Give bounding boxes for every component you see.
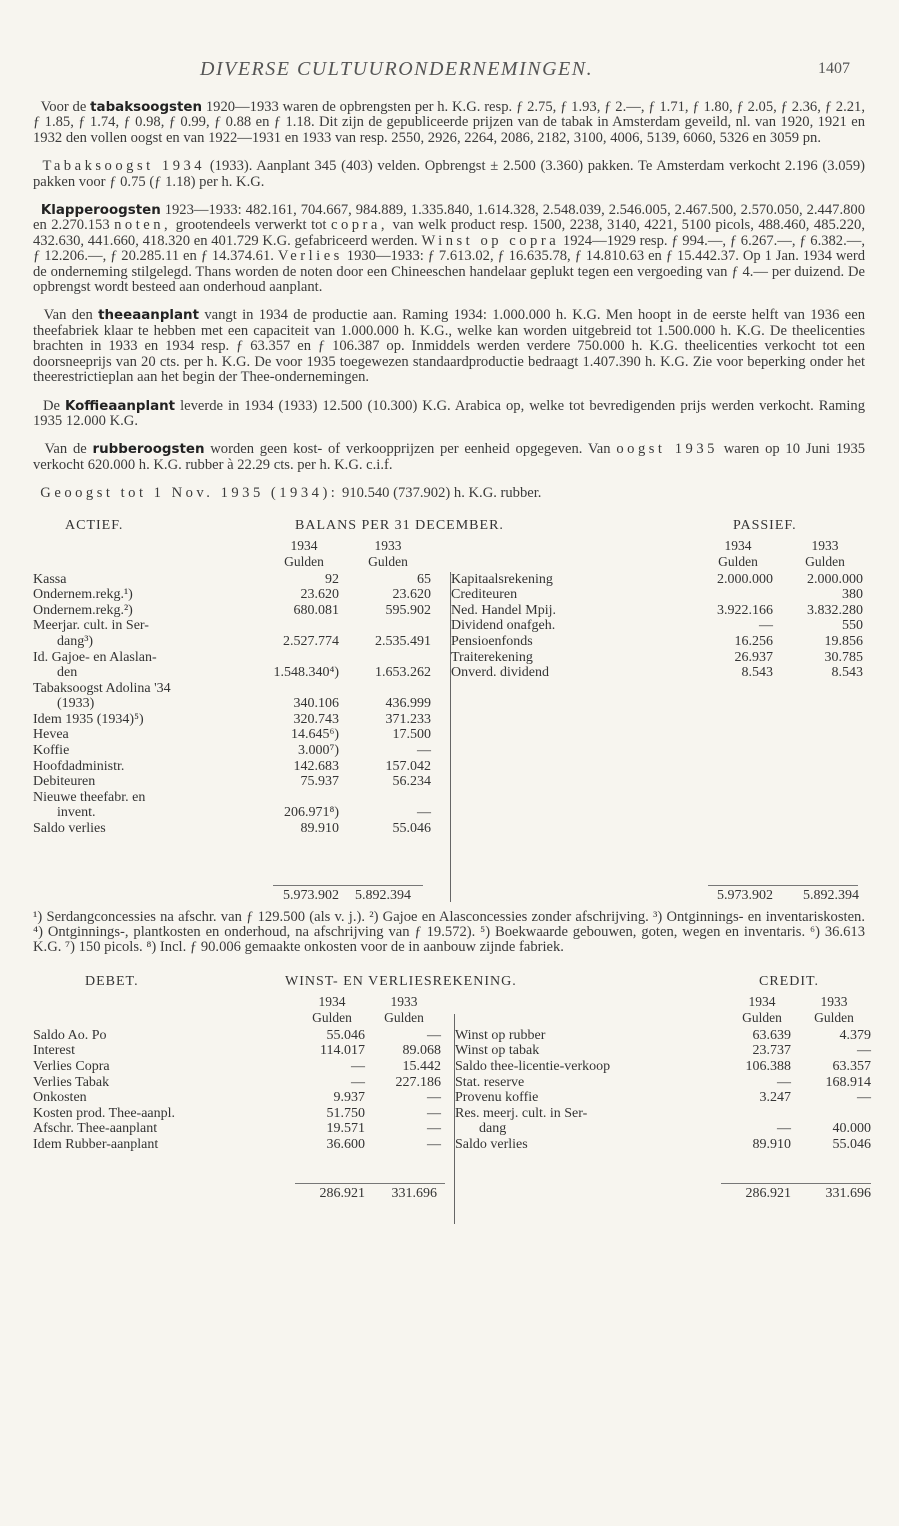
credit-row-value-b: 4.379 [839, 1027, 871, 1043]
text: waren op 10 Juni 1935 verkocht 620.000 h. K.G. rubber à 22.29 cts. per h. K.G. c.i.f. [33, 441, 866, 473]
debet-row-value-b: — [427, 1027, 441, 1043]
debet-row-value-a: 55.046 [326, 1027, 365, 1043]
actief-row [33, 712, 443, 728]
actief-row-value-a: 680.081 [293, 602, 339, 618]
credit-row [455, 1136, 871, 1153]
actief-row [33, 743, 443, 759]
actief-row-label: Nieuwe theefabr. en [33, 789, 146, 805]
total-rule [721, 1183, 871, 1184]
credit-title: CREDIT. [759, 973, 820, 989]
text: Van de [44, 441, 87, 458]
credit-row-label: Stat. reserve [455, 1074, 525, 1090]
col-year-b-right [790, 538, 860, 570]
year: 1933 [374, 537, 402, 553]
credit-row-label: Saldo thee-licentie-verkoop [455, 1058, 611, 1074]
debet-row [33, 1075, 445, 1091]
credit-row-label: Provenu koffie [455, 1090, 539, 1106]
passief-row-value-b: 8.543 [831, 665, 863, 681]
actief-row-label: invent. [57, 805, 96, 821]
debet-row [33, 1043, 445, 1059]
year: 1933 [811, 537, 839, 553]
passief-title: PASSIEF. [733, 517, 797, 533]
balance-sheet-header [33, 518, 865, 538]
actief-row-value-b: 56.234 [392, 774, 431, 790]
credit-row-label: Winst op rubber [455, 1027, 546, 1043]
debet-row-value-b: 15.442 [402, 1058, 441, 1074]
actief-row [33, 665, 443, 681]
text: De [42, 397, 60, 414]
debet-title: DEBET. [85, 973, 139, 989]
unit: Gulden [368, 553, 408, 569]
debet-row-value-b: — [427, 1136, 441, 1152]
debet-row-value-b: — [427, 1090, 441, 1106]
year: 1934 [724, 537, 752, 553]
text: grootendeels verwerkt tot [175, 217, 327, 234]
col-year-a [297, 994, 367, 1026]
passief-row-label: Crediteuren [451, 587, 518, 603]
col-year-a-right [727, 994, 797, 1026]
actief-row [33, 759, 443, 775]
actief-row [33, 681, 443, 697]
actief-row-value-b: 2.535.491 [375, 633, 431, 649]
actief-row [33, 587, 443, 603]
unit: Gulden [805, 553, 845, 569]
debet-row [33, 1106, 445, 1122]
debet-row-value-a: 36.600 [326, 1136, 365, 1152]
pl-rows [33, 1027, 871, 1156]
text: Voor de [40, 99, 87, 115]
total-passief-a: 5.973.902 [717, 887, 773, 903]
debet-row-label: Verlies Copra [33, 1058, 110, 1074]
credit-row-value-b: 63.357 [832, 1058, 871, 1074]
paragraph-geoogst [33, 486, 865, 501]
credit-row-value-b: — [857, 1043, 871, 1059]
passief-row [451, 603, 863, 619]
credit-column [455, 1027, 871, 1153]
debet-row-value-b: — [427, 1105, 441, 1121]
paragraph-koffieaanplant [33, 399, 865, 430]
text: Van den [43, 307, 93, 324]
text: 1930—1933: ƒ 7.613.02, ƒ 16.635.78, ƒ 14.810.63 en ƒ 15.442.37. Op 1 Jan. 1934 werd de onderneming stilgelegd. Thans worden de noten door een Chineeschen handelaar geplukt tegen een vergoeding van ƒ 4.— per duizend. De opbrengst wordt besteed aan onderhoud aanplant. [33, 248, 866, 296]
credit-row-value-a: 23.737 [752, 1043, 791, 1059]
debet-row [33, 1028, 445, 1044]
credit-row-value-a: 3.247 [759, 1090, 791, 1106]
text: 1920—1933 waren de opbrengsten per h. K.G. resp. ƒ 2.75, ƒ 1.93, ƒ 2.—, ƒ 1.71, ƒ 1.80, ƒ 2.05, ƒ 2.36, ƒ 2.21, ƒ 1.85, ƒ 1.74, ƒ 0.98, ƒ 0.99, ƒ 0.88 en ƒ 1.18. Dit zijn de gepubliceerde prijzen van de tabak in Amsterdam geveild, nl. van 1920, 1921 en 1932 den vollen oogst en van 1922—1931 en 1933 van resp. 2550, 2926, 2264, 2086, 2182, 3100, 4006, 5139, 6060, 5326 en 3059 pn. [33, 99, 865, 146]
credit-row-value-b: 40.000 [832, 1121, 871, 1137]
text: 1923—1933: 482.161, 704.667, 984.889, 1.335.840, 1.614.328, 2.548.039, 2.546.005, 2.467.500, 2.570.050, 2.447.800 en 2.270.153 [33, 202, 865, 234]
passief-row-value-b: 19.856 [824, 633, 863, 649]
text: (1933). Aanplant 345 (403) velden. Opbrengst ± 2.500 (3.360) pakken. Te Amsterdam verkocht 2.196 (3.059) pakken voor ƒ 0.75 (ƒ 1.18) per h. K.G. [33, 158, 865, 190]
text: 910.540 (737.902) h. K.G. rubber. [342, 485, 542, 502]
debet-row-value-a: — [351, 1074, 365, 1090]
actief-row [33, 618, 443, 634]
spaced-word: Verlies [277, 248, 343, 265]
credit-row-value-a: 106.388 [745, 1058, 791, 1074]
running-title: DIVERSE CULTUURONDERNEMINGEN. [200, 58, 594, 80]
paragraph-rubberoogsten [33, 442, 865, 473]
credit-row [455, 1043, 871, 1059]
total-debet-b: 331.696 [391, 1185, 437, 1201]
credit-row-value-b: 168.914 [825, 1074, 871, 1090]
debet-row-label: Interest [33, 1043, 75, 1059]
total-rule [295, 1183, 445, 1184]
col-year-a-right [703, 538, 773, 570]
actief-row-value-b: — [417, 743, 431, 759]
actief-row [33, 821, 443, 837]
actief-row-value-a: 2.527.774 [283, 633, 339, 649]
debet-row-label: Afschr. Thee-aanplant [33, 1121, 158, 1137]
actief-row-value-a: 75.937 [300, 774, 339, 790]
total-rule [273, 885, 423, 886]
debet-row-value-a: 9.937 [333, 1090, 365, 1106]
total-actief-a: 5.973.902 [283, 887, 339, 903]
debet-row-value-b: 89.068 [402, 1043, 441, 1059]
spaced-word: Winst op copra [421, 232, 560, 249]
unit: Gulden [814, 1009, 854, 1025]
actief-row-label: Saldo verlies [33, 821, 106, 837]
balance-column-headers [33, 538, 865, 572]
actief-row-label: dang³) [57, 633, 94, 649]
passief-row-value-a: 8.543 [741, 665, 773, 681]
actief-row-value-a: 142.683 [293, 758, 339, 774]
debet-column [33, 1028, 445, 1153]
passief-row-value-a: 2.000.000 [717, 571, 773, 587]
keyword-rubberoogsten: rubberoogsten [92, 442, 205, 458]
year: 1934 [318, 993, 346, 1009]
debet-row-label: Saldo Ao. Po [33, 1027, 107, 1043]
pl-column-headers [33, 994, 865, 1028]
debet-row [33, 1121, 445, 1137]
passief-row-label: Onverd. dividend [451, 665, 549, 681]
year: 1933 [390, 993, 418, 1009]
actief-row-value-a: 3.000⁷) [297, 743, 339, 759]
actief-row-label: Kassa [33, 571, 67, 587]
passief-row-value-b: 380 [842, 587, 863, 603]
actief-row [33, 805, 443, 821]
passief-row [451, 650, 863, 666]
paragraph-tabaksoogsten [33, 100, 865, 146]
credit-row-value-a: 63.639 [752, 1027, 791, 1043]
pl-header [33, 974, 865, 994]
actief-row-label: Hoofdadministr. [33, 758, 125, 774]
balance-title: BALANS PER 31 DECEMBER. [295, 517, 504, 533]
actief-row-label: Ondernem.rekg.¹) [33, 587, 133, 603]
credit-row-value-a: 89.910 [752, 1136, 791, 1152]
col-year-b [353, 538, 423, 570]
keyword-koffieaanplant: Koffieaanplant [64, 398, 176, 414]
actief-row-label: Meerjar. cult. in Ser- [33, 618, 149, 634]
actief-row-label: Koffie [33, 743, 70, 759]
footnotes: ¹) Serdangconcessies na afschr. van ƒ 129.500 (als v. j.). ²) Gajoe en Alasconcessies zonder afschrijving. ³) Ontginnings- en inventariskosten. ⁴) Ontginnings-, plantkosten en onderhoud, na afschrijving van ƒ 19.572). ⁵) Boekwaarde gebouwen, goten, wegen en inventaris. ⁶) 36.613 K.G. ⁷) 150 picols. ⁸) Incl. ƒ 90.006 gemaakte onkosten voor de in aanbouw zijnde fabriek. [33, 908, 865, 956]
balance-rows [33, 572, 865, 842]
credit-row-label: Saldo verlies [455, 1136, 528, 1152]
balance-sheet [33, 518, 865, 908]
passief-row-value-a: 16.256 [734, 633, 773, 649]
credit-row [455, 1074, 871, 1091]
passief-row-label: Dividend onafgeh. [451, 618, 556, 634]
keyword-theeaanplant: theeaanplant [98, 308, 199, 324]
total-passief-b: 5.892.394 [803, 887, 859, 903]
debet-row [33, 1137, 445, 1153]
passief-row-label: Kapitaalsrekening [451, 571, 553, 587]
actief-row-value-a: 14.645⁶) [290, 727, 339, 743]
passief-row-value-b: 3.832.280 [807, 602, 863, 618]
year: 1934 [748, 993, 776, 1009]
actief-column [33, 572, 443, 837]
passief-row-label: Pensioenfonds [451, 633, 533, 649]
actief-row-label: Idem 1935 (1934)⁵) [33, 711, 144, 727]
passief-row [451, 618, 863, 634]
spaced-heading: Geoogst tot 1 Nov. 1935 (1934): [40, 485, 339, 502]
spaced-word: noten, [114, 217, 172, 234]
total-credit-a: 286.921 [745, 1185, 791, 1201]
debet-row-label: Idem Rubber-aanplant [33, 1136, 159, 1152]
total-debet-a: 286.921 [319, 1185, 365, 1201]
debet-row-label: Kosten prod. Thee-aanpl. [33, 1105, 176, 1121]
passief-row [451, 634, 863, 650]
actief-row-value-a: 1.548.340⁴) [273, 665, 339, 681]
actief-row-value-b: 65 [417, 571, 431, 587]
debet-row-label: Verlies Tabak [33, 1074, 110, 1090]
page-header [0, 58, 899, 88]
passief-row-value-b: 30.785 [824, 649, 863, 665]
debet-row [33, 1059, 445, 1075]
actief-row-label: Debiteuren [33, 774, 96, 790]
credit-row [455, 1090, 871, 1106]
actief-row-value-a: 89.910 [300, 821, 339, 837]
actief-row [33, 727, 443, 743]
spaced-word: copra, [330, 217, 389, 234]
actief-row-label: den [57, 665, 78, 681]
passief-row-value-a: 3.922.166 [717, 602, 773, 618]
credit-row-value-a: — [777, 1121, 791, 1137]
text: 1924—1929 resp. ƒ 994.—, ƒ 6.267.—, ƒ 6.382.—, ƒ 12.206.—, ƒ 20.285.11 en ƒ 14.374.61. [33, 232, 865, 265]
profit-loss-account [33, 973, 871, 1206]
passief-row-value-a: 26.937 [734, 649, 773, 665]
unit: Gulden [742, 1009, 782, 1025]
actief-row-value-b: 595.902 [385, 602, 431, 618]
actief-row [33, 696, 443, 712]
actief-row [33, 650, 443, 666]
text: worden geen kost- of verkoopprijzen per eenheid opgegeven. Van [210, 441, 611, 458]
total-credit-b: 331.696 [825, 1185, 871, 1201]
actief-row-label: Tabaksoogst Adolina '34 [33, 680, 171, 696]
actief-row-value-b: 55.046 [392, 821, 431, 837]
passief-row-value-b: 550 [842, 618, 863, 634]
actief-title: ACTIEF. [65, 517, 124, 533]
unit: Gulden [284, 553, 324, 569]
credit-row [455, 1058, 871, 1075]
credit-row-label: Res. meerj. cult. in Ser- [455, 1105, 588, 1121]
debet-row-value-a: 51.750 [326, 1105, 365, 1121]
actief-row [33, 790, 443, 806]
credit-row-value-b: 55.046 [832, 1136, 871, 1152]
passief-row [451, 665, 863, 681]
actief-row-value-a: 92 [325, 571, 339, 587]
credit-row [455, 1121, 871, 1137]
paragraph-theeaanplant [33, 308, 865, 385]
credit-row-value-b: — [857, 1090, 871, 1106]
col-year-b [369, 994, 439, 1026]
actief-row-value-b: 1.653.262 [375, 665, 431, 681]
unit: Gulden [384, 1009, 424, 1025]
credit-row-label: dang [479, 1121, 507, 1137]
spaced-word: oogst 1935 [616, 441, 718, 458]
passief-row-label: Traiterekening [451, 649, 533, 665]
actief-row-value-a: 23.620 [300, 587, 339, 603]
actief-row-value-a: 320.743 [293, 711, 339, 727]
col-year-b-right [799, 994, 869, 1026]
unit: Gulden [718, 553, 758, 569]
debet-row-value-a: 114.017 [320, 1043, 365, 1059]
year: 1933 [820, 993, 848, 1009]
passief-row [451, 587, 863, 603]
keyword-klapperoogsten: Klapperoogsten [40, 203, 161, 219]
pl-totals [33, 1185, 871, 1206]
paragraph-klapperoogsten [33, 203, 865, 295]
year: 1934 [290, 537, 318, 553]
debet-row [33, 1090, 445, 1106]
spaced-heading: Tabaksoogst 1934 [42, 158, 206, 175]
col-year-a [269, 538, 339, 570]
actief-row-label: Id. Gajoe- en Alaslan- [33, 649, 157, 665]
paragraph-tabaksoogst-1934 [33, 159, 865, 190]
total-rule [708, 885, 858, 886]
text: leverde in 1934 (1933) 12.500 (10.300) K.G. Arabica op, welke tot bevredigenden prijs werden verkocht. Raming 1935 12.000 K.G. [33, 397, 866, 429]
passief-column [451, 572, 863, 681]
actief-row-label: (1933) [57, 696, 95, 712]
actief-row-value-a: 206.971⁸) [283, 805, 339, 821]
debet-row-value-b: 227.186 [395, 1074, 441, 1090]
actief-row [33, 603, 443, 619]
actief-row [33, 634, 443, 650]
actief-row-value-b: 17.500 [392, 727, 431, 743]
actief-row-value-b: — [417, 805, 431, 821]
actief-row-value-a: 340.106 [293, 696, 339, 712]
pl-title: WINST- EN VERLIESREKENING. [285, 973, 517, 989]
debet-row-value-a: — [351, 1058, 365, 1074]
keyword-tabaksoogsten: tabaksoogsten [90, 100, 203, 115]
page-number: 1407 [818, 60, 850, 77]
balance-totals [33, 888, 865, 908]
debet-row-label: Onkosten [33, 1090, 87, 1106]
text: vangt in 1934 de productie aan. Raming 1934: 1.000.000 h. K.G. Men hoopt in de eerste helft van 1936 een theefabriek klaar te hebben met een capaciteit van 1.000.000 h. K.G., welke kan worden uitgebreid tot 1.500.000 h. K.G. De theelicenties brachten in 1933 en 1934 resp. ƒ 63.357 en ƒ 106.387 op. Inmiddels werden verdere 750.000 h. K.G. theelicenties verkocht tot een doorsneeprijs van 20 cts. per h. K.G. De voor 1935 toegewezen standaardproductie bedraagt 1.407.390 h. K.G. Zie voor beperking onder het theerestrictieplan aan het begin der Thee-ondernemingen. [33, 307, 865, 386]
total-actief-b: 5.892.394 [355, 887, 411, 903]
credit-row-value-a: — [777, 1074, 791, 1090]
page-body [33, 99, 871, 1206]
actief-row-label: Ondernem.rekg.²) [33, 602, 133, 618]
actief-row-value-b: 371.233 [385, 711, 431, 727]
actief-row-label: Hevea [33, 727, 69, 743]
passief-row-value-a: — [759, 618, 773, 634]
debet-row-value-a: 19.571 [326, 1121, 365, 1137]
credit-row [455, 1027, 871, 1044]
actief-row-value-b: 436.999 [385, 696, 431, 712]
passief-row-value-b: 2.000.000 [807, 571, 863, 587]
passief-row [451, 572, 863, 588]
actief-row [33, 572, 443, 588]
actief-row [33, 774, 443, 790]
debet-row-value-b: — [427, 1121, 441, 1137]
passief-row-label: Ned. Handel Mpij. [451, 602, 556, 618]
actief-row-value-b: 23.620 [392, 587, 431, 603]
credit-row-label: Winst op tabak [455, 1043, 540, 1059]
text: van welk product resp. 1500, 2238, 3140, 4221, 5100 picols, 488.460, 485.220, 432.630, 441.660, 418.320 en 401.729 K.G. gefabriceerd werden. [33, 217, 865, 249]
actief-row-value-b: 157.042 [385, 758, 431, 774]
credit-row [455, 1106, 865, 1122]
unit: Gulden [312, 1009, 352, 1025]
